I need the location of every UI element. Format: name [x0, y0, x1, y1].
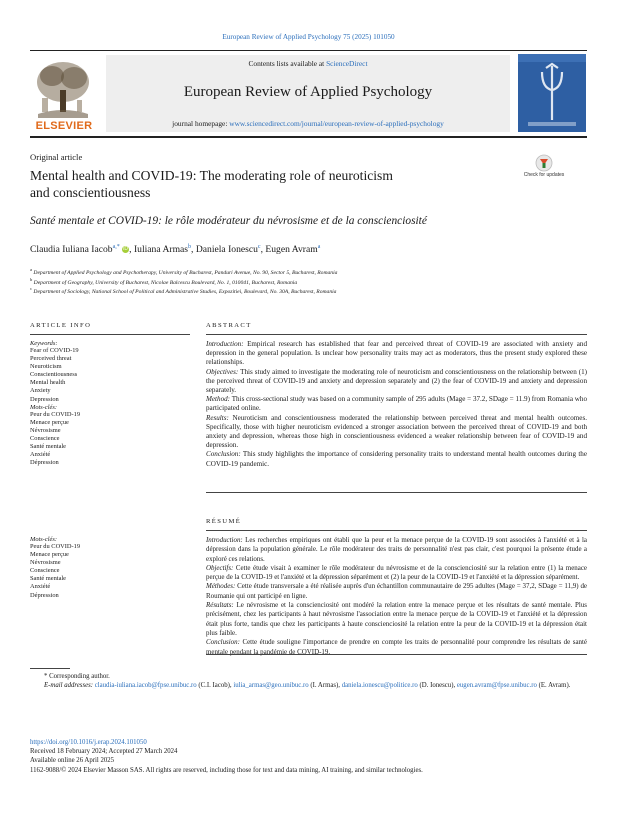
article-meta [30, 738, 423, 775]
email-link[interactable]: daniela.ionescu@politice.ro [341, 682, 418, 689]
sciencedirect-link[interactable]: ScienceDirect [326, 59, 368, 68]
motcle: Conscience [30, 567, 60, 575]
resume-objectifs-text: Cette étude visait à examiner le rôle modérateur du névrosisme et de la conscienciosité sur la relation entre (1) la menace perçue de la COVID-19 et l'anxiété et la dépression séparément et (2) la peur de la COVID-19 et l'anxiété et la dépression séparément. [206, 563, 587, 582]
affiliation-text: Department of Sociology, National School of Political and Administrative Studies, Expozitiei, Boulevard, No. 30A, Bucharest, Romania [33, 288, 337, 295]
resume-methodes-label: Méthodes: [206, 582, 236, 591]
motcle: Menace perçue [30, 418, 69, 426]
email-owner: (C.I. Iacob), [196, 682, 234, 689]
motcle: Anxiété [30, 451, 51, 459]
motscles-heading: Mots-clés: [30, 536, 57, 543]
journal-reference[interactable]: European Review of Applied Psychology 75 (2025) 101050 [222, 33, 395, 41]
keyword: Mental health [30, 379, 66, 387]
abstract-introduction-label: Introduction: [206, 340, 244, 348]
header-top-rule [30, 50, 587, 51]
resume-objectifs-label: Objectifs: [206, 563, 234, 572]
resume-heading: RÉSUMÉ [206, 518, 242, 525]
resume-keywords-block [30, 536, 190, 600]
resume-methodes [206, 582, 587, 601]
resume-resultats-label: Résultats: [206, 601, 234, 610]
author-name[interactable]: Eugen Avram [265, 244, 318, 256]
email-link[interactable]: claudia-iuliana.iacob@fpse.unibuc.ro [94, 682, 197, 689]
resume-objectifs [206, 564, 587, 583]
motcle: Conscience [30, 434, 60, 442]
email-owner: (I. Armas), [308, 682, 342, 689]
author-name[interactable]: Claudia Iuliana Iacob [30, 244, 113, 256]
resume-rule [206, 530, 587, 531]
check-for-updates-label[interactable]: Check for updates [523, 172, 565, 178]
abstract-method [206, 395, 587, 413]
article-type: Original article [30, 152, 83, 162]
abstract-heading: ABSTRACT [206, 322, 252, 329]
keywords-block [30, 340, 190, 467]
footnote-rule [30, 668, 70, 669]
abstract-conclusion-text: This study highlights the importance of considering personality traits to understand mental health outcomes during the COVID-19 pandemic. [206, 450, 587, 468]
author-list: Claudia Iuliana Iacob$^{a,*}$ iD, Iuliana Armas$^b$, Daniela Ionescu$^c$, Eugen Avram$^a$ [30, 244, 321, 256]
header-bottom-rule [30, 136, 587, 138]
journal-title: European Review of Applied Psychology [183, 84, 433, 100]
abstract-results [206, 414, 587, 451]
abstract-introduction-text: Empirical research has established that fear and perceived threat of COVID-19 are associated with anxiety and depression in the general population. Is unclear how personality traits may act as moderators, thus the present study explored these relationships. [206, 340, 587, 367]
email-link[interactable]: eugen.avram@fpse.unibuc.ro [456, 682, 537, 689]
resume-introduction-text: Les recherches empiriques ont établi que la peur et la menace perçue de la COVID-19 sont associées à l'anxiété et à la dépression dans la population générale. Le rôle modérateur des traits de personnalité n'est pas clair, c'est pourquoi la présente étude a exploré ces relations. [206, 536, 587, 563]
resume-methodes-text: Cette étude transversale a été réalisée auprès d'un échantillon communautaire de 295 adultes (Mage = 37,2, SDage = 11,9) de Roumanie qui ont participé en ligne. [206, 582, 587, 600]
abstract-objectives-text: This study aimed to investigate the moderating role of neuroticism and conscientiousness on the relationship between (1) the perceived threat of COVID-19 and anxiety and depression separately and (2) the fear of COVID-19 and anxiety and depression separately. [206, 367, 587, 395]
abstract-method-label: Method: [206, 395, 231, 404]
abstract-results-label: Results: [206, 413, 229, 422]
article-info-heading: ARTICLE INFO [30, 322, 92, 329]
motcle: Anxiété [30, 583, 51, 591]
author-affil-marker[interactable]: a [317, 244, 321, 250]
email-addresses [30, 681, 587, 690]
article-info-rule [30, 334, 190, 335]
motcle: Névrosisme [30, 426, 61, 434]
resume-bottom-rule [206, 654, 587, 655]
abstract-introduction [206, 340, 587, 368]
resume-resultats-text: Le névrosisme et la conscienciosité ont modéré la relation entre la menace perçue et les résultats de santé mentale. Plus précisément, chez les participants à haut névrosisme l'association entre la menace perçue de la COVID-19 et l'anxiété et la dépression était plus forte, tandis que chez les participants à haute conscienciosité la relation entre la peur de la COVID-19 et la dépression était plus faible. [206, 601, 587, 637]
received-accepted: Received 18 February 2024; Accepted 27 March 2024 [30, 748, 178, 756]
abstract-results-text: Neuroticism and conscientiousness moderated the relationship between perceived threat and mental health outcomes. Specifically, those with higher neuroticism evidenced a stronger association between the perceived threat of COVID-19 and both anxiety and depression, whereas those high in conscientiousness evidenced a weaker relationship between fear of COVID-19 and depression. [206, 413, 587, 450]
email-label: E-mail addresses: [44, 682, 94, 689]
resume-conclusion-label: Conclusion: [206, 638, 240, 647]
keyword: Depression [30, 395, 59, 403]
french-title: Santé mentale et COVID-19: le rôle modérateur du névrosisme et de la conscienciosité [30, 215, 427, 227]
homepage-prefix: journal homepage: [172, 119, 230, 128]
keywords-heading: Keywords: [30, 340, 58, 347]
motscles-heading: Mots-clés: [30, 403, 57, 411]
abstract-conclusion [206, 450, 587, 468]
homepage-line [106, 119, 510, 128]
keyword: Conscientiousness [30, 371, 78, 379]
contents-prefix: Contents lists available at [248, 59, 327, 68]
affiliation-text: Department of Geography, University of Bucharest, Nicolae Balcescu Boulevard, No. 1, 010041, Bucharest, Romania [33, 279, 298, 286]
abstract-rule [206, 334, 587, 335]
abstract-objectives [206, 368, 587, 396]
email-link[interactable]: iulia_armas@geo.unibuc.ro [233, 682, 309, 689]
available-online: Available online 26 April 2025 [30, 757, 115, 765]
check-for-updates-icon[interactable] [527, 153, 561, 185]
author-affil-marker[interactable]: c [257, 244, 261, 250]
homepage-link[interactable]: www.sciencedirect.com/journal/european-review-of-applied-psychology [229, 119, 444, 128]
journal-cover-thumbnail[interactable] [518, 54, 586, 132]
keyword: Anxiety [30, 387, 51, 395]
abstract-conclusion-label: Conclusion: [206, 450, 241, 459]
affiliation-text: Department of Applied Psychology and Psychotherapy, University of Bucharest, Panduri Avenue, No. 90, Sector 5, Bucharest, Romania [33, 269, 338, 276]
article-title-line-2: and conscientiousness [30, 185, 151, 200]
orcid-icon[interactable]: iD [123, 246, 129, 253]
motcle: Névrosisme [30, 559, 61, 567]
author-affil-marker[interactable]: b [188, 244, 192, 250]
affiliation-marker: c [30, 286, 32, 291]
motcle: Peur du COVID-19 [30, 410, 81, 418]
affiliation [30, 277, 590, 286]
contents-line [106, 59, 510, 68]
resume-introduction [206, 536, 587, 564]
keyword: Neuroticism [30, 363, 62, 371]
resume-introduction-label: Introduction: [206, 536, 243, 544]
resume-resultats [206, 601, 587, 638]
corresponding-author-note: * Corresponding author. [44, 673, 110, 680]
copyright: 1162-9088/© 2024 Elsevier Masson SAS. All rights are reserved, including those for text and data mining, AI training, and similar technologies. [30, 766, 423, 774]
motcle: Peur du COVID-19 [30, 543, 81, 550]
affiliation [30, 267, 590, 276]
email-owner: (E. Avram). [536, 682, 571, 689]
keyword: Perceived threat [30, 355, 72, 363]
email-owner: (D. Ionescu), [417, 682, 457, 689]
article-title [30, 167, 500, 201]
corresponding-footnote [30, 672, 587, 690]
motcle: Santé mentale [30, 443, 67, 451]
author-name[interactable]: Daniela Ionescu [195, 244, 258, 256]
abstract-method-text: This cross-sectional study was based on a community sample of 295 adults (Mage = 37.2, SDage = 11.9) from Romania who participated online. [206, 395, 587, 413]
motcle: Dépression [30, 591, 59, 599]
keyword: Fear of COVID-19 [30, 347, 79, 354]
motcle: Dépression [30, 459, 59, 467]
author-affil-marker[interactable]: a,* [112, 244, 120, 250]
resume-body [206, 536, 587, 657]
motcle: Santé mentale [30, 575, 67, 583]
author-name[interactable]: Iuliana Armas [133, 244, 189, 256]
abstract-body [206, 340, 587, 469]
publisher-name: ELSEVIER [35, 120, 93, 132]
affiliation-marker: b [30, 277, 33, 282]
affiliation [30, 286, 590, 295]
abstract-objectives-label: Objectives: [206, 367, 239, 376]
resume-conclusion-text: Cette étude souligne l'importance de prendre en compte les traits de personnalité pour comprendre les résultats de santé mentale pendant la pandémie de COVID-19. [206, 638, 587, 656]
doi-link[interactable]: https://doi.org/10.1016/j.erap.2024.101050 [30, 739, 147, 746]
article-title-line-1: Mental health and COVID-19: The moderating role of neuroticism [30, 168, 393, 183]
affiliation-marker: a [30, 267, 32, 272]
abstract-bottom-rule [206, 492, 587, 493]
motcle: Menace perçue [30, 551, 69, 559]
